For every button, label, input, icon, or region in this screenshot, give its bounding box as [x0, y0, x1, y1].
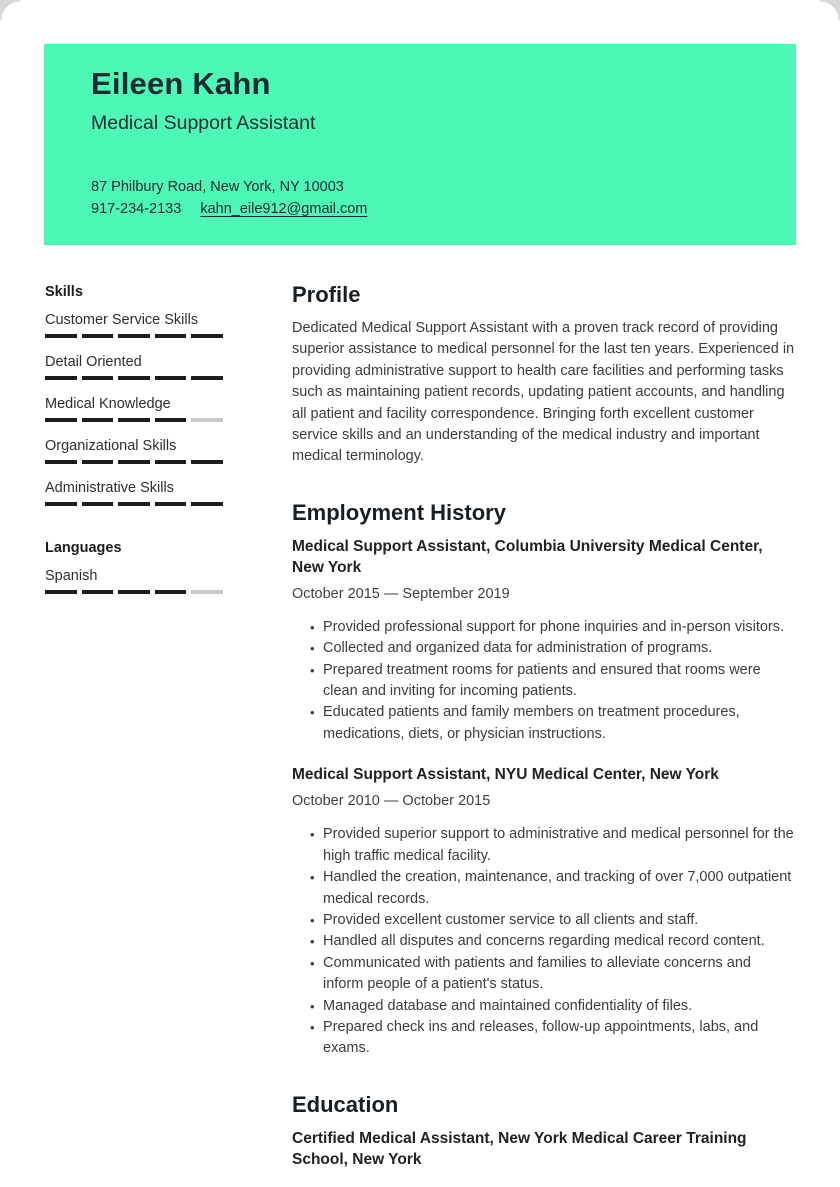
bar-segment-filled — [191, 376, 223, 380]
bar-segment-filled — [155, 418, 187, 422]
bullet-item: • Prepared check ins and releases, follow-up appointments, labs, and exams. — [292, 1017, 795, 1060]
profile-section — [292, 281, 795, 468]
skills-heading: Skills — [45, 284, 83, 300]
bullet-item: • Provided superior support to administrative and medical personnel for the high traffic medical facility. — [292, 824, 795, 867]
bar-segment-filled — [45, 376, 77, 380]
job-date-range: October 2010 — October 2015 — [292, 793, 491, 810]
bullet-item: • Handled the creation, maintenance, and tracking of over 7,000 outpatient medical records. — [292, 867, 795, 910]
bullet-item: • Collected and organized data for administration of programs. — [292, 638, 795, 659]
resume-header — [44, 44, 796, 245]
job-bullet-list — [292, 824, 795, 1059]
bar-segment-filled — [118, 502, 150, 506]
bullet-item: • Educated patients and family members on treatment procedures, medications, diets, or physician instructions. — [292, 702, 795, 745]
top-right-corner-shade — [820, 0, 840, 20]
skill-label: Detail Oriented — [45, 354, 142, 370]
phone-email-row — [91, 198, 756, 220]
sidebar — [45, 283, 223, 608]
profile-text: Dedicated Medical Support Assistant with a proven track record of providing superior assistance to medical personnel for the last ten years. Experienced in providing administrative support to health care facilities and performing tasks such as maintaining patient records, updating patient accounts, and handling all patient and facility correspondence. Bringing forth excellent customer service skills and an understanding of the medical industry and important medical terminology. — [292, 320, 795, 465]
person-name: Eileen Kahn — [91, 66, 271, 101]
language-level-bar — [45, 590, 223, 594]
bar-segment-filled — [82, 376, 114, 380]
bar-segment-filled — [45, 590, 77, 594]
skill-item — [45, 394, 223, 422]
bullet-item: • Provided professional support for phone inquiries and in-person visitors. — [292, 617, 795, 638]
bullet-item: • Handled all disputes and concerns regarding medical record content. — [292, 931, 795, 952]
skill-label: Organizational Skills — [45, 438, 177, 454]
language-label: Spanish — [45, 568, 98, 584]
skill-label: Customer Service Skills — [45, 312, 199, 328]
job-entry — [292, 536, 795, 745]
phone-number: 917-234-2133 — [91, 201, 182, 217]
contact-block — [91, 176, 756, 220]
job-title-line: Medical Support Assistant, Columbia University Medical Center, New York — [292, 537, 763, 576]
languages-section — [45, 539, 223, 594]
bar-segment-filled — [45, 502, 77, 506]
main-column — [292, 281, 795, 1170]
bar-segment-filled — [118, 334, 150, 338]
employment-history-heading: Employment History — [292, 499, 506, 525]
bar-segment-filled — [155, 502, 187, 506]
education-heading: Education — [292, 1091, 399, 1117]
employment-history-section — [292, 499, 795, 1060]
bar-segment-filled — [82, 460, 114, 464]
bullet-item: • Managed database and maintained confidentiality of files. — [292, 996, 795, 1017]
bullet-item: • Communicated with patients and families to alleviate concerns and inform people of a patient's status. — [292, 953, 795, 996]
bar-segment-empty — [191, 590, 223, 594]
bar-segment-empty — [191, 418, 223, 422]
bar-segment-filled — [155, 334, 187, 338]
bullet-item: • Prepared treatment rooms for patients and ensured that rooms were clean and inviting for incoming patients. — [292, 660, 795, 703]
bar-segment-filled — [82, 590, 114, 594]
bar-segment-filled — [45, 334, 77, 338]
bar-segment-filled — [118, 590, 150, 594]
bar-segment-filled — [118, 418, 150, 422]
bar-segment-filled — [82, 502, 114, 506]
bar-segment-filled — [155, 460, 187, 464]
bar-segment-filled — [45, 418, 77, 422]
bar-segment-filled — [82, 418, 114, 422]
bar-segment-filled — [191, 502, 223, 506]
profile-heading: Profile — [292, 282, 361, 307]
bar-segment-filled — [155, 376, 187, 380]
education-section — [292, 1091, 795, 1170]
skill-label: Administrative Skills — [45, 480, 174, 496]
skill-level-bar — [45, 376, 223, 380]
skill-level-bar — [45, 334, 223, 338]
skill-item — [45, 478, 223, 506]
skill-label: Medical Knowledge — [45, 396, 171, 412]
languages-heading: Languages — [45, 540, 122, 556]
email-link[interactable]: kahn_eile912@gmail.com — [200, 201, 368, 217]
bar-segment-filled — [155, 590, 187, 594]
bar-segment-filled — [82, 334, 114, 338]
job-date-range: October 2015 — September 2019 — [292, 585, 510, 602]
skill-level-bar — [45, 418, 223, 422]
address: 87 Philbury Road, New York, NY 10003 — [91, 179, 344, 195]
job-bullet-list — [292, 617, 795, 745]
skill-level-bar — [45, 460, 223, 464]
skill-item — [45, 436, 223, 464]
job-entry — [292, 764, 795, 1059]
bar-segment-filled — [45, 460, 77, 464]
person-job-title: Medical Support Assistant — [91, 112, 316, 134]
skill-level-bar — [45, 502, 223, 506]
bar-segment-filled — [191, 334, 223, 338]
skill-item — [45, 310, 223, 338]
skills-section — [45, 283, 223, 506]
education-degree-line: Certified Medical Assistant, New York Medical Career Training School, New York — [292, 1129, 747, 1168]
skill-item — [45, 352, 223, 380]
top-left-corner-shade — [0, 0, 20, 20]
bullet-item: • Provided excellent customer service to all clients and staff. — [292, 910, 795, 931]
bar-segment-filled — [118, 460, 150, 464]
language-item — [45, 566, 223, 594]
job-title-line: Medical Support Assistant, NYU Medical Center, New York — [292, 766, 719, 784]
bar-segment-filled — [118, 376, 150, 380]
bar-segment-filled — [191, 460, 223, 464]
